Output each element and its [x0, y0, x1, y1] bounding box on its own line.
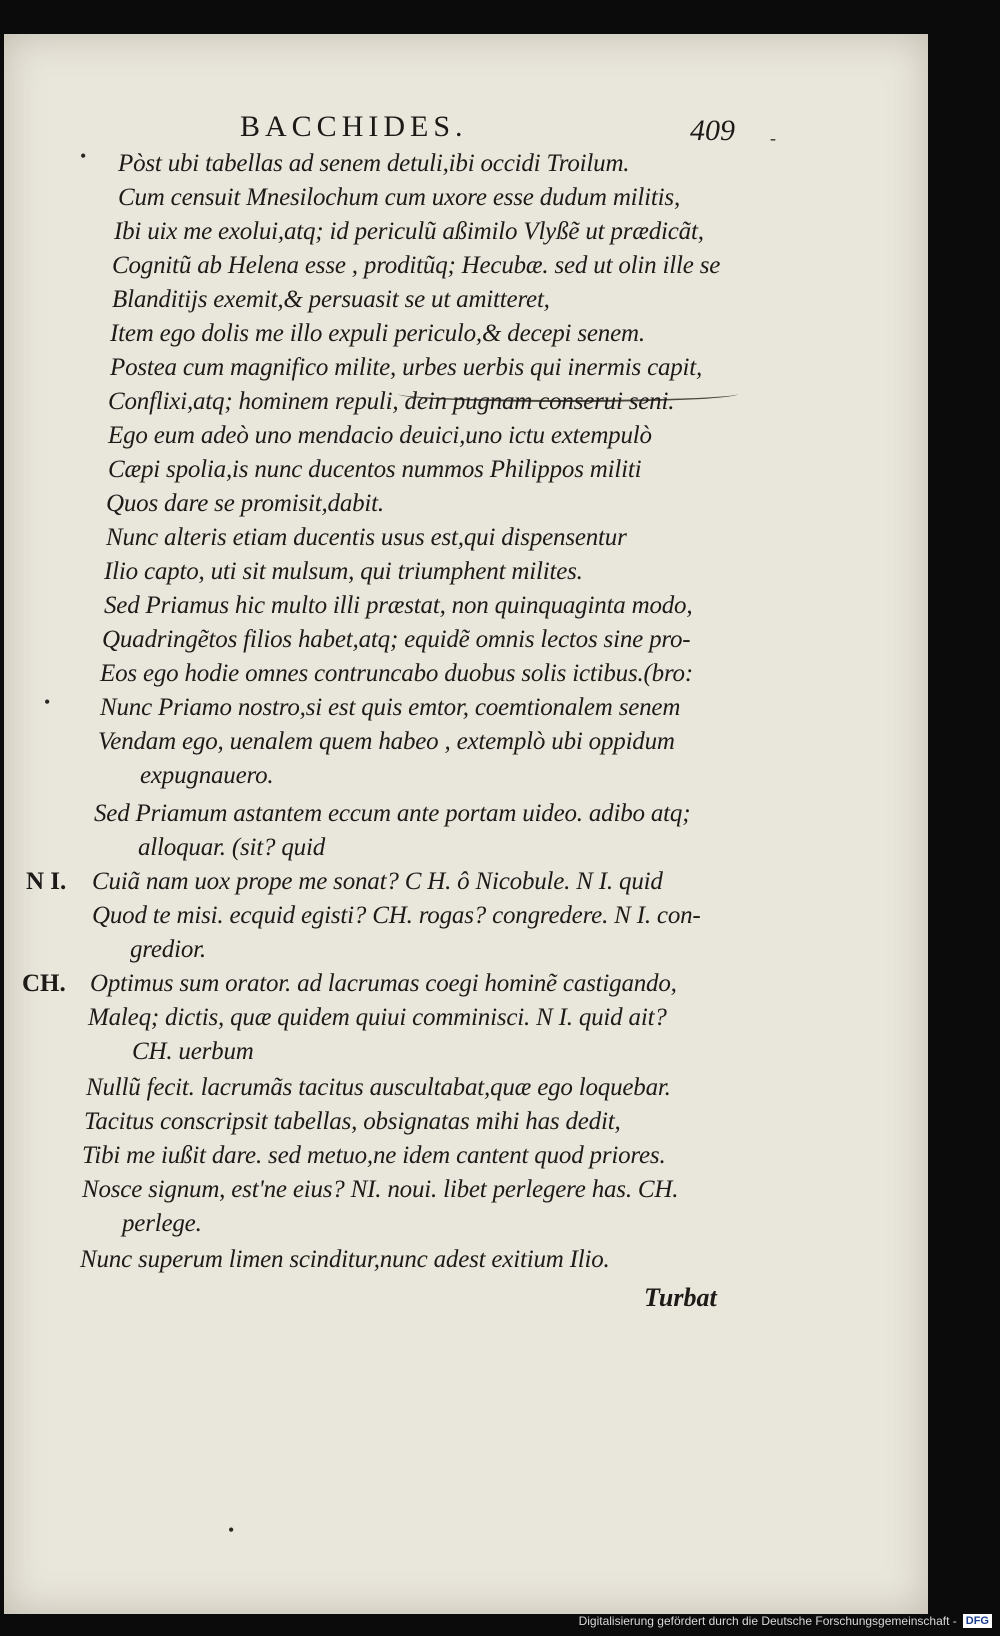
text-line: Nunc alteris etiam ducentis usus est,qui dispensentur: [106, 524, 627, 551]
text-line: Ilio capto, uti sit mulsum, qui triumphent milites.: [104, 558, 583, 585]
text-line: Tacitus conscripsit tabellas, obsignatas mihi has dedit,: [84, 1108, 621, 1135]
text-line: Cuiã nam uox prope me sonat? C H. ô Nicobule. N I. quid: [92, 868, 663, 895]
margin-dot: •: [44, 692, 51, 712]
text-line: perlege.: [122, 1210, 202, 1237]
text-line: Ibi uix me exolui,atq; id periculũ aßimilo Vlyßẽ ut prædicãt,: [114, 218, 704, 245]
catchword: Turbat: [644, 1283, 717, 1312]
text-line: expugnauero.: [140, 762, 274, 789]
text-line: Optimus sum orator. ad lacrumas coegi hominẽ castigando,: [90, 970, 677, 997]
text-line: Conflixi,atq; hominem repuli, dein pugnam conserui seni.: [108, 388, 675, 415]
running-title: BACCHIDES.: [240, 110, 468, 143]
text-line: gredior.: [130, 936, 206, 963]
text-line: Blanditijs exemit,& persuasit se ut amitteret,: [112, 286, 550, 313]
margin-dot: •: [228, 1520, 235, 1540]
text-line: Cæpi spolia,is nunc ducentos nummos Philippos militi: [108, 456, 642, 483]
speaker-label: CH.: [22, 970, 66, 997]
text-line: Ego eum adeò uno mendacio deuici,uno ictu extempulò: [108, 422, 652, 449]
text-line: Sed Priamus hic multo illi præstat, non quinquaginta modo,: [104, 592, 693, 619]
text-line: Eos ego hodie omnes contruncabo duobus solis ictibus.(bro:: [100, 660, 693, 687]
text-line: Sed Priamum astantem eccum ante portam uideo. adibo atq;: [94, 800, 691, 827]
dfg-logo-icon: DFG: [963, 1614, 992, 1628]
text-line: Vendam ego, uenalem quem habeo , extemplò ubi oppidum: [98, 728, 675, 755]
text-line: Maleq; dictis, quæ quidem quiui comminisci. N I. quid ait?: [88, 1004, 667, 1031]
margin-dash: -: [770, 128, 776, 148]
text-line: Nullũ fecit. lacrumãs tacitus auscultabat,quæ ego loquebar.: [86, 1074, 671, 1101]
text-line: alloquar. (sit? quid: [138, 834, 325, 861]
text-line: Cum censuit Mnesilochum cum uxore esse dudum militis,: [118, 184, 680, 211]
footer-text: Digitalisierung gefördert durch die Deutsche Forschungsgemeinschaft -: [578, 1614, 957, 1628]
text-line: Postea cum magnifico milite, urbes uerbis qui inermis capit,: [110, 354, 703, 381]
speaker-label: N I.: [26, 868, 67, 895]
text-line: Tibi me iußit dare. sed metuo,ne idem cantent quod priores.: [82, 1142, 666, 1169]
text-line: Quadringẽtos filios habet,atq; equidẽ omnis lectos sine pro-: [102, 626, 691, 653]
footer-credit: [579, 1612, 992, 1630]
text-line: Nunc Priamo nostro,si est quis emtor, coemtionalem senem: [100, 694, 681, 721]
text-line: Quod te misi. ecquid egisti? CH. rogas? congredere. N I. con-: [92, 902, 701, 929]
text-line: CH. uerbum: [132, 1038, 254, 1065]
text-line: Quos dare se promisit,dabit.: [106, 490, 384, 517]
text-line: Cognitũ ab Helena esse , proditũq; Hecubæ. sed ut olin ille se: [112, 252, 721, 279]
text-line: Nunc superum limen scinditur,nunc adest exitium Ilio.: [80, 1246, 610, 1273]
page-number: 409: [690, 114, 735, 147]
text-line: Nosce signum, est'ne eius? NI. noui. libet perlegere has. CH.: [82, 1176, 679, 1203]
text-line: Item ego dolis me illo expuli periculo,& decepi senem.: [110, 320, 645, 347]
margin-dot: •: [80, 146, 87, 166]
text-line: Pòst ubi tabellas ad senem detuli,ibi occidi Troilum.: [118, 150, 630, 177]
